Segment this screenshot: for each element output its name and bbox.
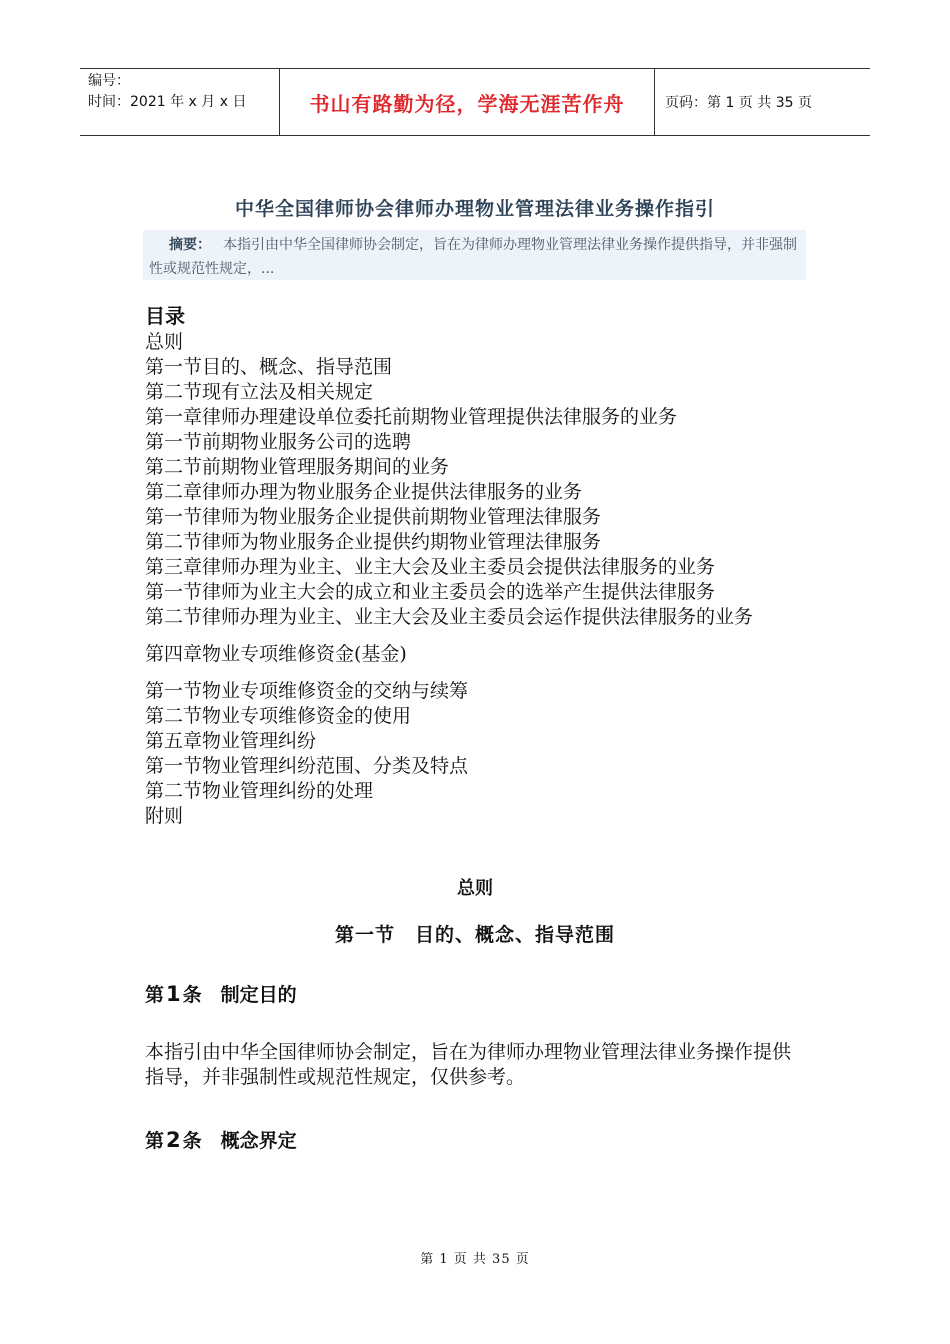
section-heading-general: 总则 (457, 878, 493, 899)
article-title: 条 制定目的 (182, 984, 297, 1006)
header-page-label: 页码：第 1 页 共 35 页 (665, 95, 812, 111)
document-title: 中华全国律师协会律师办理物业管理法律业务操作指引 (234, 198, 715, 220)
toc-item[interactable]: 第一节律师为业主大会的成立和业主委员会的选举产生提供法律服务 (145, 581, 716, 603)
toc-item[interactable]: 第二节现有立法及相关规定 (145, 381, 374, 403)
article-1-text: 本指引由中华全国律师协会制定，旨在为律师办理物业管理法律业务操作提供指导，并非强制性或规范性规定，仅供参考。 (145, 1041, 792, 1088)
toc-item[interactable]: 第一节物业专项维修资金的交纳与续筹 (145, 680, 469, 702)
toc-item[interactable]: 第一节律师为物业服务企业提供前期物业管理法律服务 (145, 506, 602, 528)
section-heading-one: 第一节 目的、概念、指导范围 (334, 924, 615, 946)
toc-item[interactable]: 第三章律师办理为业主、业主大会及业主委员会提供法律服务的业务 (145, 556, 716, 578)
time-label: 时间：2021 年 x 月 x 日 (88, 94, 247, 110)
header-meta (80, 69, 280, 135)
toc-item[interactable]: 总则 (145, 331, 184, 353)
article-prefix: 第 (145, 984, 165, 1006)
abstract-box (143, 230, 806, 280)
page-header (80, 68, 870, 136)
article-prefix: 第 (145, 1130, 165, 1152)
article-1-heading (145, 980, 297, 1007)
toc-item[interactable]: 第四章物业专项维修资金(基金) (145, 643, 407, 665)
toc-item[interactable]: 第二节物业专项维修资金的使用 (145, 705, 412, 727)
toc-item[interactable]: 第二节物业管理纠纷的处理 (145, 780, 374, 802)
toc-item[interactable]: 第一节目的、概念、指导范围 (145, 356, 393, 378)
toc-item[interactable]: 第二节律师为物业服务企业提供约期物业管理法律服务 (145, 531, 602, 553)
toc-item[interactable]: 第一节物业管理纠纷范围、分类及特点 (145, 755, 469, 777)
article-number: 1 (166, 982, 181, 1006)
number-label: 编号： (88, 73, 130, 89)
toc-item[interactable]: 第一节前期物业服务公司的选聘 (145, 431, 412, 453)
table-of-contents (145, 302, 805, 829)
toc-title: 目录 (145, 304, 185, 328)
toc-item[interactable]: 第二节律师办理为业主、业主大会及业主委员会运作提供法律服务的业务 (145, 606, 754, 628)
toc-item[interactable]: 第二章律师办理为物业服务企业提供法律服务的业务 (145, 481, 583, 503)
toc-item[interactable]: 第五章物业管理纠纷 (145, 730, 317, 752)
article-title: 条 概念界定 (182, 1130, 297, 1152)
abstract-label: 摘要： (169, 237, 211, 253)
article-number: 2 (166, 1128, 181, 1152)
abstract-text: 本指引由中华全国律师协会制定，旨在为律师办理物业管理法律业务操作提供指导，并非强制性或规范性规定，... (149, 237, 797, 277)
toc-item[interactable]: 第一章律师办理建设单位委托前期物业管理提供法律服务的业务 (145, 406, 678, 428)
article-2-heading (145, 1126, 297, 1153)
toc-item[interactable]: 附则 (145, 805, 184, 827)
toc-item[interactable]: 第二节前期物业管理服务期间的业务 (145, 456, 450, 478)
header-motto: 书山有路勤为径，学海无涯苦作舟 (280, 69, 655, 135)
page-footer: 第 1 页 共 35 页 (420, 1252, 530, 1267)
